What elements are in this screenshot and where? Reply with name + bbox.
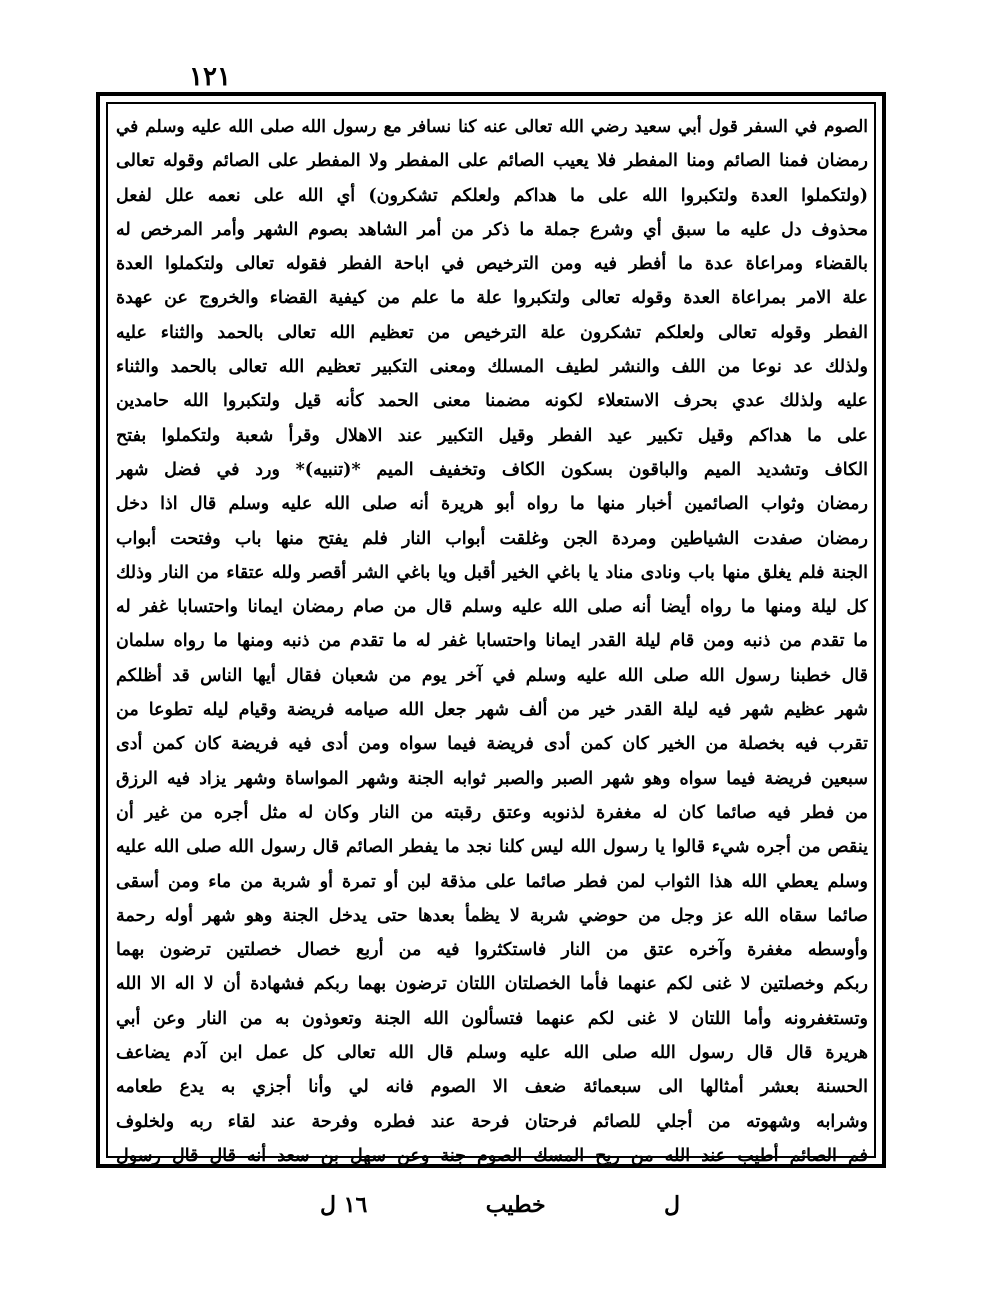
text-line: وشرابه وشهوته من أجلي للصائم فرحتان فرحة عند فطره وفرحة عند لقاء ربه ولخلوف [116,1111,868,1132]
text-line: الفطر وقوله تعالى ولعلكم تشكرون علة الترخيص من تعظيم الله تعالى بالحمد والثناء عليه [116,322,868,343]
text-line: (ولتكملوا العدة ولتكبروا الله على ما هداكم ولعلكم تشكرون) أي الله على نعمه علل لفعل [116,185,868,206]
text-line: الصوم في السفر قول أبي سعيد رضي الله تعالى عنه كنا نسافر مع رسول الله صلى الله عليه وسلم في [116,117,868,137]
text-line: الجنة فلم يغلق منها باب ونادى مناد يا باغي الخير أقبل ويا باغي الشر أقصر ولله عتقاء من النار وذلك [116,562,868,583]
text-line: من فطر فيه صائما كان له مغفرة لذنوبه وعتق رقبته من النار وكان له مثل أجره من غير أن [116,802,868,823]
text-line: صائما سقاه الله عز وجل من حوضي شربة لا يظمأ بعدها حتى يدخل الجنة وهو شهر أوله رحمة [116,905,868,926]
text-line: وأوسطه مغفرة وآخره عتق من النار فاستكثروا فيه من أربع خصال خصلتين ترضون بهما [116,940,868,961]
text-line: الحسنة بعشر أمثالها الى سبعمائة ضعف الا الصوم فانه لي وأنا أجزي به يدع طعامه [116,1077,868,1098]
text-line: الكاف وتشديد الميم والباقون بسكون الكاف وتخفيف الميم *(تنبيه)* ورد في فضل شهر [116,459,868,480]
text-line: وسلم يعطي الله هذا الثواب لمن فطر صائما على مذقة لبن أو تمرة أو شربة من ماء ومن أسقى [116,871,868,892]
body-text [116,110,868,1173]
page-number: ١٢١ [189,62,231,92]
text-line: تقرب فيه بخصلة من الخير كان كمن أدى فريضة فيما سواه ومن أدى فيه فريضة كان كمن أدى [116,734,868,755]
text-line: على ما هداكم وقيل تكبير عيد الفطر وقيل التكبير عند الاهلال وقرأ شعبة ولتكملوا بفتح [116,425,868,446]
text-line: محذوف دل عليه ما سبق أي وشرع جملة ما ذكر من أمر الشاهد بصوم الشهر وأمر المرخص له [116,219,868,240]
text-line: قال خطبنا رسول الله صلى الله عليه وسلم في آخر يوم من شعبان فقال أيها الناس قد أظلكم [116,665,868,686]
text-line: وتستغفرونه وأما اللتان لا غنى لكم عنهما فتسألون الله الجنة وتعوذون به من النار وعن أبي [116,1008,868,1029]
page-footer [320,1190,680,1220]
footer-catchword: خطيب [485,1192,546,1218]
text-line: شهر عظيم شهر فيه ليلة القدر خير من ألف شهر جعل الله صيامه فريضة وقيام ليله تطوعا من [116,700,868,721]
text-line: ينقص من أجره شيء قالوا يا رسول الله ليس كلنا نجد ما يفطر الصائم قال رسول الله صلى الله عليه [116,837,868,858]
text-line: ولذلك عد نوعا من اللف والنشر لطيف المسلك ومعنى التكبير تعظيم الله تعالى بالحمد والثناء [116,357,868,378]
text-line: عليه ولذلك عدي بحرف الاستعلاء لكونه مضمنا معنى الحمد كأنه قيل ولتكبروا الله حامدين [116,391,868,412]
text-line: رمضان صفدت الشياطين ومردة الجن وغلقت أبواب النار فلم يفتح منها باب وفتحت أبواب [116,528,868,549]
footer-right-mark: ل [664,1192,680,1218]
text-line: هريرة قال قال رسول الله صلى الله عليه وسلم قال الله تعالى كل عمل ابن آدم يضاعف [116,1043,868,1064]
text-line: علة الامر بمراعاة العدة وقوله تعالى ولتكبروا علة ما علم من كيفية القضاء والخروج عن عهدة [116,288,868,309]
text-line: سبعين فريضة فيما سواه وهو شهر الصبر والصبر ثوابه الجنة وشهر المواساة وشهر يزاد فيه الرزق [116,768,868,789]
text-line: رمضان وثواب الصائمين أخبار منها ما رواه أبو هريرة أنه صلى الله عليه وسلم قال اذا دخل [116,494,868,515]
text-line: رمضان فمنا الصائم ومنا المفطر فلا يعيب الصائم على المفطر ولا المفطر على الصائم وقوله تعالى [116,151,868,172]
text-line: ربكم وخصلتين لا غنى لكم عنهما فأما الخصلتان اللتان ترضون بهما ربكم فشهادة أن لا اله الا الله [116,974,868,995]
text-line: بالقضاء ومراعاة عدة ما أفطر فيه ومن الترخيص في اباحة الفطر فقوله تعالى ولتكملوا العدة [116,254,868,275]
text-line: كل ليلة ومنها ما رواه أيضا أنه صلى الله عليه وسلم قال من صام رمضان ايمانا واحتسابا غفر له [116,597,868,618]
footer-signature: ١٦ ل [320,1192,368,1218]
text-line: ما تقدم من ذنبه ومن قام ليلة القدر ايمانا واحتسابا غفر له ما تقدم من ذنبه ومنها ما رواه سلمان [116,631,868,652]
text-line: فم الصائم أطيب عند الله من ريح المسك الصوم جنة وعن سهل بن سعد أنه قال قال رسول [116,1145,868,1166]
